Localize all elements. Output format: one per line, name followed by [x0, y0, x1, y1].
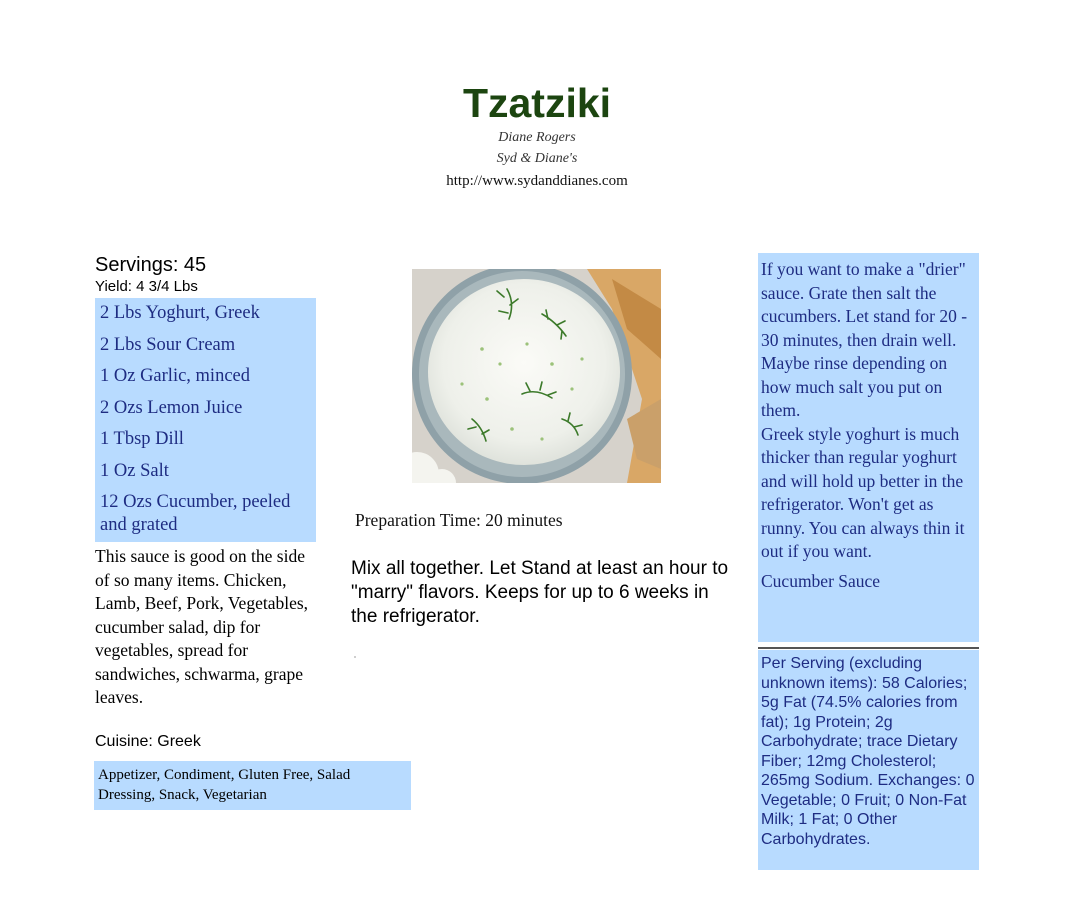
recipe-photo — [412, 269, 661, 483]
recipe-url[interactable]: http://www.sydanddianes.com — [446, 173, 628, 189]
ingredient-item: 1 Oz Garlic, minced — [100, 366, 250, 386]
nutrition-info: Per Serving (excluding unknown items): 58 Calories; 5g Fat (74.5% calories from fat); 1g Protein; 2g Carbohydrate; trace Dietary Fiber; 12mg Cholesterol; 265mg Sodium. Exchanges: 0 Vegetable; 0 Fruit; 0 Non-Fat Milk; 1 Fat; 0 Other Carbohydrates. — [758, 650, 979, 870]
source-note: Cucumber Sauce — [761, 570, 881, 591]
tips-text: If you want to make a "drier" sauce. Grate then salt the cucumbers. Let stand for 20 - 30 minutes, then drain well. Maybe rinse depending on how much salt you put on them. — [761, 259, 968, 420]
recipe-source: Syd & Diane's — [496, 151, 578, 166]
divider-dot — [354, 656, 356, 658]
ingredient-item: 2 Lbs Yoghurt, Greek — [100, 303, 260, 323]
cuisine: Cuisine: Greek — [95, 733, 201, 750]
divider — [758, 647, 979, 649]
ingredient-item: 2 Ozs Lemon Juice — [100, 397, 243, 418]
recipe-title: Tzatziki — [462, 80, 612, 126]
ingredient-list — [95, 298, 316, 542]
ingredient-item: 2 Lbs Sour Cream — [100, 334, 236, 355]
recipe-author: Diane Rogers — [498, 130, 576, 145]
tips-text-2: Greek style yoghurt is much thicker than regular yoghurt and will hold up better in the refrigerator. Won't get as runny. You can always thin it out if you want. — [761, 423, 965, 561]
recipe-description: This sauce is good on the side of so many items. Chicken, Lamb, Beef, Pork, Vegetables, cucumber salad, dip for vegetables, spread for sandwiches, schwarma, grape leaves. — [95, 546, 309, 707]
categories: Appetizer, Condiment, Gluten Free, Salad Dressing, Snack, Vegetarian — [94, 761, 411, 810]
ingredient-item: 1 Tbsp Dill — [100, 429, 184, 449]
directions: Mix all together. Let Stand at least an hour to "marry" flavors. Keeps for up to 6 weeks in the refrigerator. — [351, 558, 729, 627]
tips-box — [758, 253, 979, 642]
ingredient-item: 1 Oz Salt — [100, 460, 169, 481]
servings: Servings: 45 — [95, 254, 207, 276]
yield: Yield: 4 3/4 Lbs — [95, 278, 198, 295]
ingredient-item: 12 Ozs Cucumber, peeled and grated — [100, 492, 291, 535]
prep-time: Preparation Time: 20 minutes — [355, 510, 563, 530]
